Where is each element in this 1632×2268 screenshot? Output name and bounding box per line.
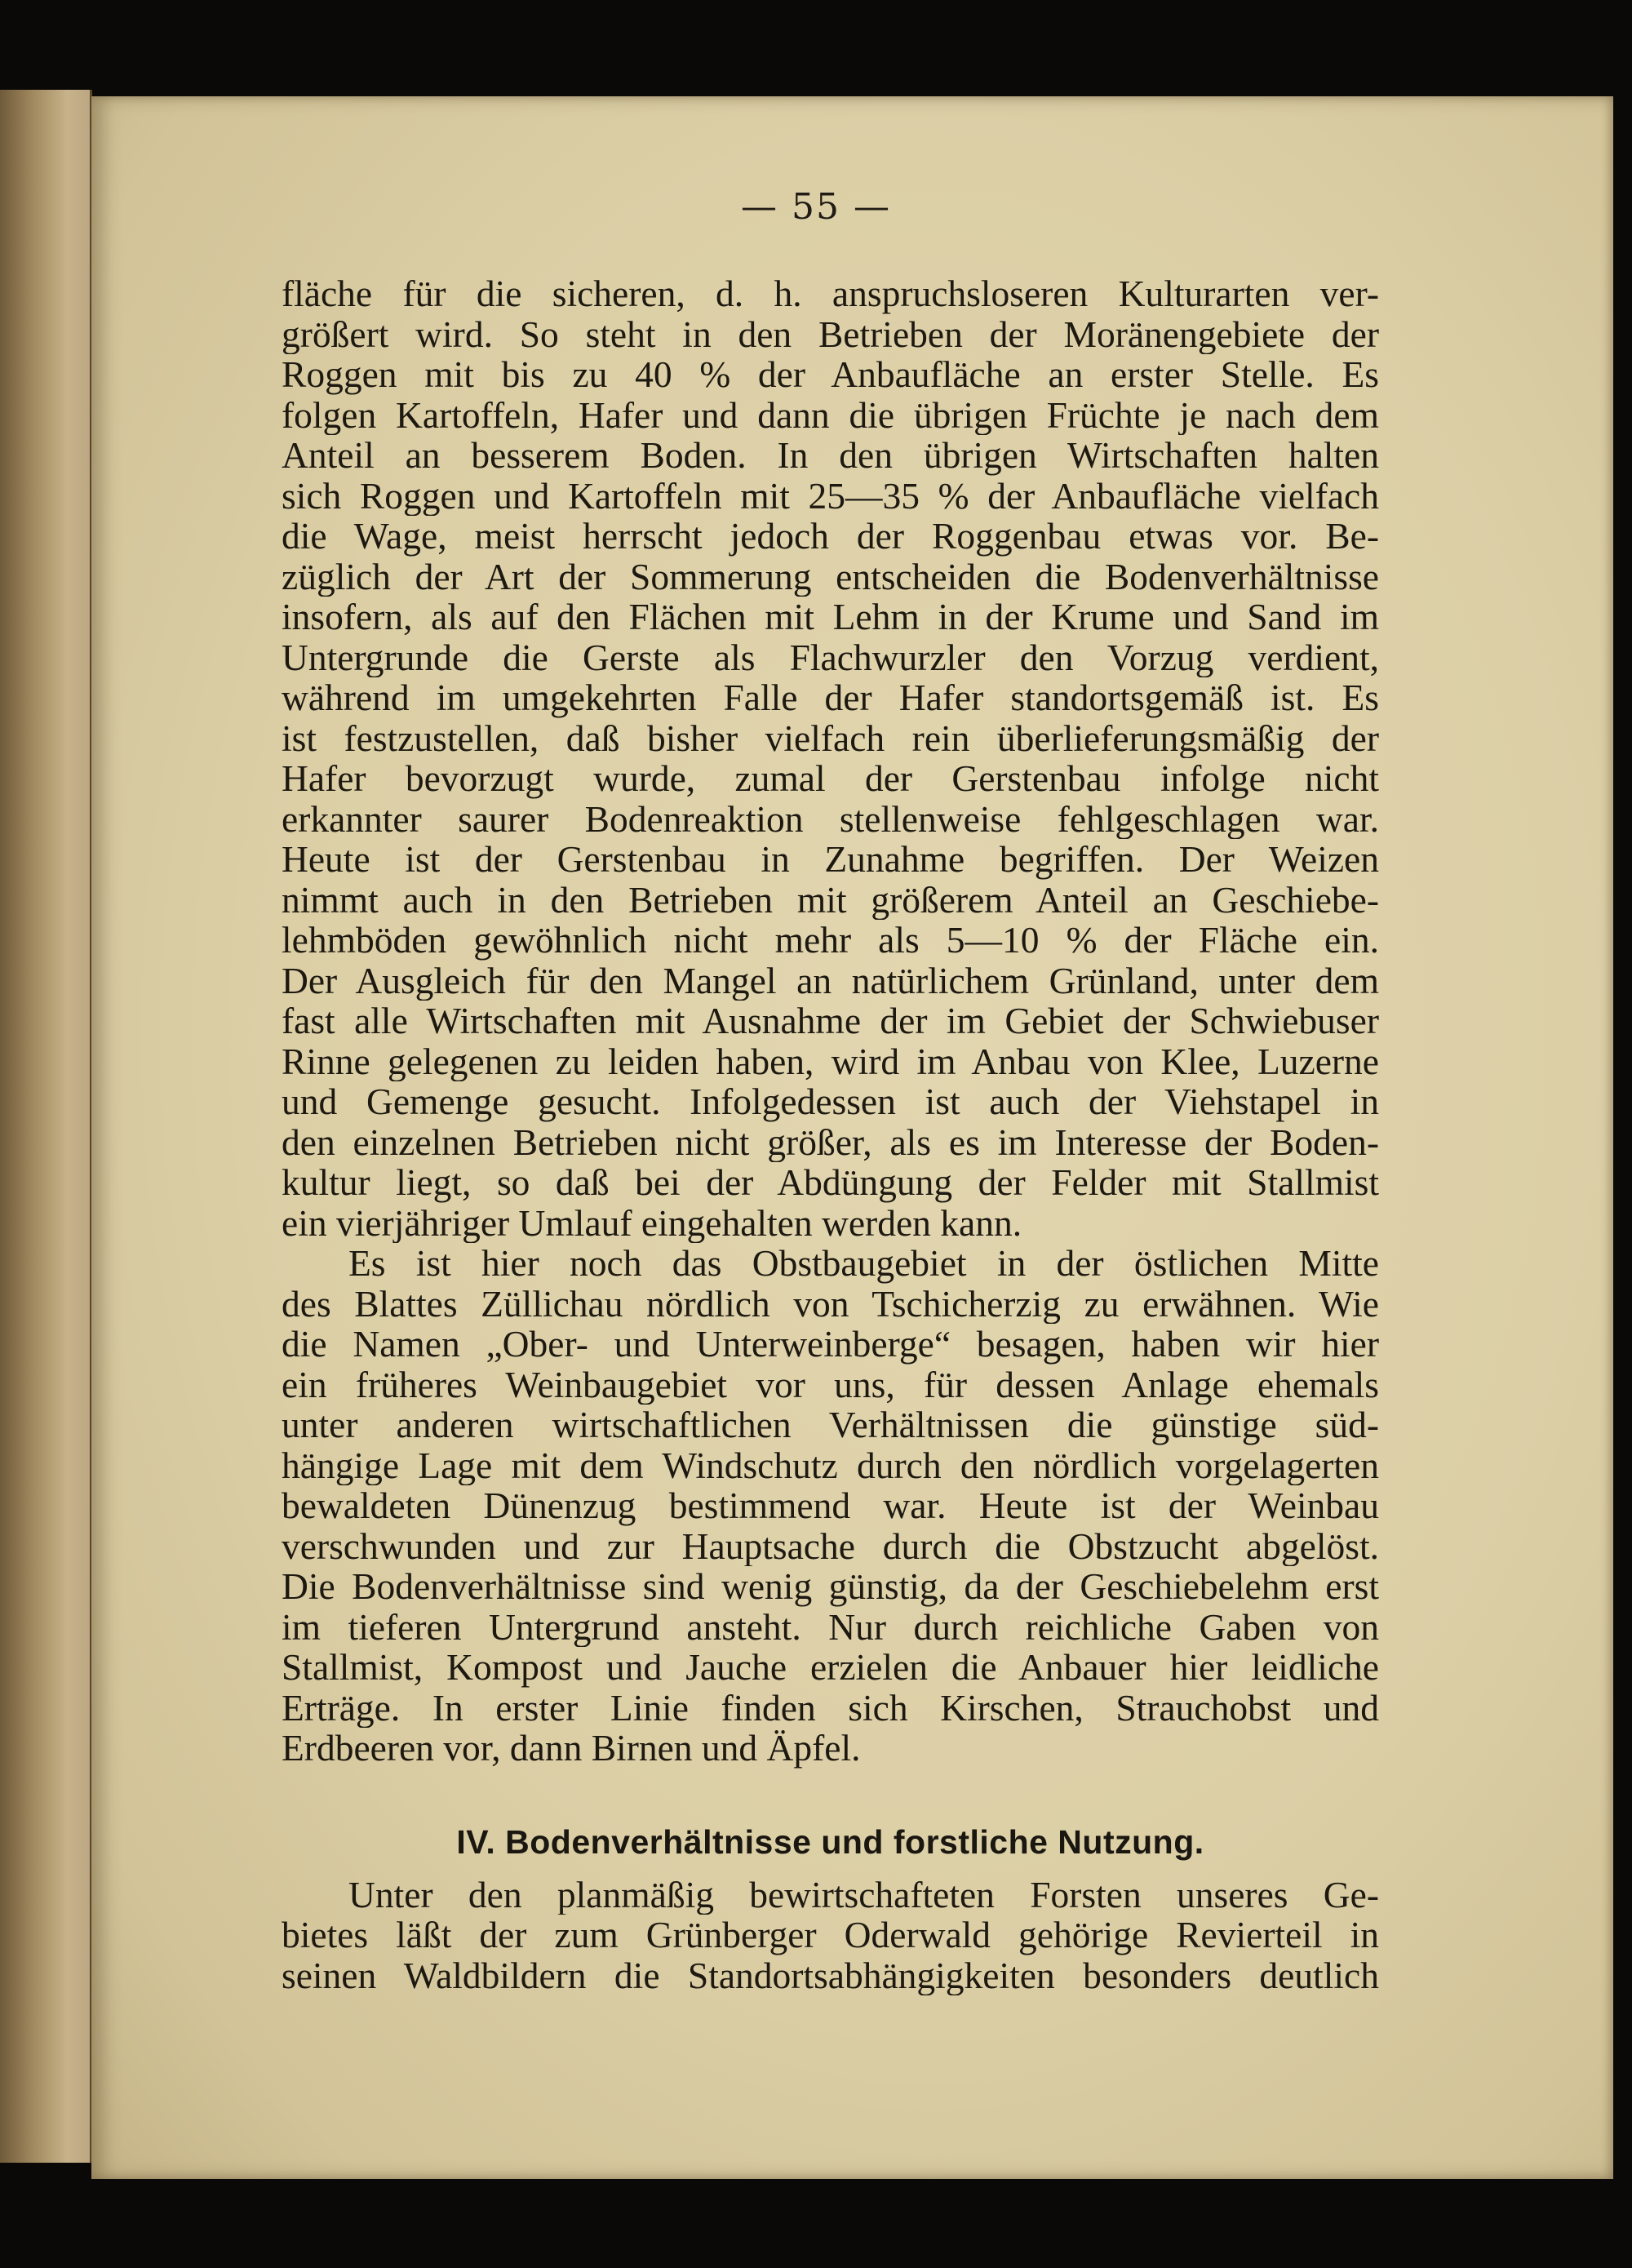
text-line: verschwunden und zur Hauptsache durch die Obstzucht abgelöst.: [282, 1525, 1379, 1566]
text-line: des Blattes Züllichau nördlich von Tschicherzig zu erwähnen. Wie: [282, 1283, 1379, 1324]
paragraph-1: [282, 273, 1379, 1243]
text-line: größert wird. So steht in den Betrieben der Moränengebiete der: [282, 313, 1379, 354]
text-line: während im umgekehrten Falle der Hafer standortsgemäß ist. Es: [282, 677, 1379, 718]
body-text: [282, 273, 1379, 1995]
text-line: und Gemenge gesucht. Infolgedessen ist auch der Viehstapel in: [282, 1081, 1379, 1122]
text-line: Erträge. In erster Linie finden sich Kirschen, Strauchobst und: [282, 1687, 1379, 1728]
text-line: ist festzustellen, daß bisher vielfach rein überlieferungsmäßig der: [282, 717, 1379, 758]
text-line: den einzelnen Betrieben nicht größer, als es im Interesse der Boden-: [282, 1121, 1379, 1162]
text-line: kultur liegt, so daß bei der Abdüngung der Felder mit Stallmist: [282, 1162, 1379, 1203]
text-line: unter anderen wirtschaftlichen Verhältnissen die günstige süd-: [282, 1405, 1379, 1445]
text-line: im tieferen Untergrund ansteht. Nur durch reichliche Gaben von: [282, 1606, 1379, 1647]
text-line: bietes läßt der zum Grünberger Oderwald gehörige Revierteil in: [282, 1915, 1379, 1955]
text-line: folgen Kartoffeln, Hafer und dann die übrigen Früchte je nach dem: [282, 394, 1379, 435]
book-spine: [0, 90, 92, 2163]
text-line: ein vierjähriger Umlauf eingehalten werden kann.: [282, 1202, 1022, 1243]
section-heading: IV. Bodenverhältnisse und forstliche Nutzung.: [456, 1822, 1204, 1861]
page-number: — 55 —: [741, 186, 891, 228]
text-line: Es ist hier noch das Obstbaugebiet in der östlichen Mitte: [348, 1243, 1379, 1284]
text-line: ein früheres Weinbaugebiet vor uns, für dessen Anlage ehemals: [282, 1364, 1379, 1405]
text-line: Untergrunde die Gerste als Flachwurzler den Vorzug verdient,: [282, 637, 1379, 677]
text-line: fläche für die sicheren, d. h. anspruchsloseren Kulturarten ver-: [282, 273, 1379, 314]
text-line: insofern, als auf den Flächen mit Lehm in der Krume und Sand im: [282, 597, 1379, 637]
text-line: bewaldeten Dünenzug bestimmend war. Heute ist der Weinbau: [282, 1485, 1379, 1526]
paragraph-2: [282, 1243, 1379, 1769]
text-line: Unter den planmäßig bewirtschafteten Forsten unseres Ge-: [348, 1874, 1379, 1915]
text-line: fast alle Wirtschaften mit Ausnahme der im Gebiet der Schwiebuser: [282, 1001, 1379, 1041]
text-line: Der Ausgleich für den Mangel an natürlichem Grünland, unter dem: [282, 960, 1379, 1001]
text-line: seinen Waldbildern die Standortsabhängigkeiten besonders deutlich: [282, 1955, 1379, 1995]
text-line: hängige Lage mit dem Windschutz durch den nördlich vorgelagerten: [282, 1445, 1379, 1485]
text-line: sich Roggen und Kartoffeln mit 25—35 % der Anbaufläche vielfach: [282, 475, 1379, 516]
text-line: erkannter saurer Bodenreaktion stellenweise fehlgeschlagen war.: [282, 798, 1379, 839]
text-line: nimmt auch in den Betrieben mit größerem Anteil an Geschiebe-: [282, 879, 1379, 920]
text-line: die Namen „Ober- und Unterweinberge“ besagen, haben wir hier: [282, 1324, 1379, 1365]
text-line: Anteil an besserem Boden. In den übrigen Wirtschaften halten: [282, 435, 1379, 476]
text-line: Die Bodenverhältnisse sind wenig günstig, da der Geschiebelehm erst: [282, 1566, 1379, 1607]
text-line: Rinne gelegenen zu leiden haben, wird im Anbau von Klee, Luzerne: [282, 1041, 1379, 1081]
text-line: züglich der Art der Sommerung entscheiden die Bodenverhältnisse: [282, 556, 1379, 597]
text-line: lehmböden gewöhnlich nicht mehr als 5—10 % der Fläche ein.: [282, 920, 1379, 961]
text-line: Hafer bevorzugt wurde, zumal der Gerstenbau infolge nicht: [282, 758, 1379, 799]
text-line: Erdbeeren vor, dann Birnen und Äpfel.: [282, 1728, 861, 1769]
paragraph-3: [282, 1875, 1379, 1996]
text-line: die Wage, meist herrscht jedoch der Roggenbau etwas vor. Be-: [282, 516, 1379, 557]
text-line: Stallmist, Kompost und Jauche erzielen die Anbauer hier leidliche: [282, 1647, 1379, 1688]
text-line: Roggen mit bis zu 40 % der Anbaufläche an erster Stelle. Es: [282, 354, 1379, 395]
text-line: Heute ist der Gerstenbau in Zunahme begriffen. Der Weizen: [282, 839, 1379, 880]
